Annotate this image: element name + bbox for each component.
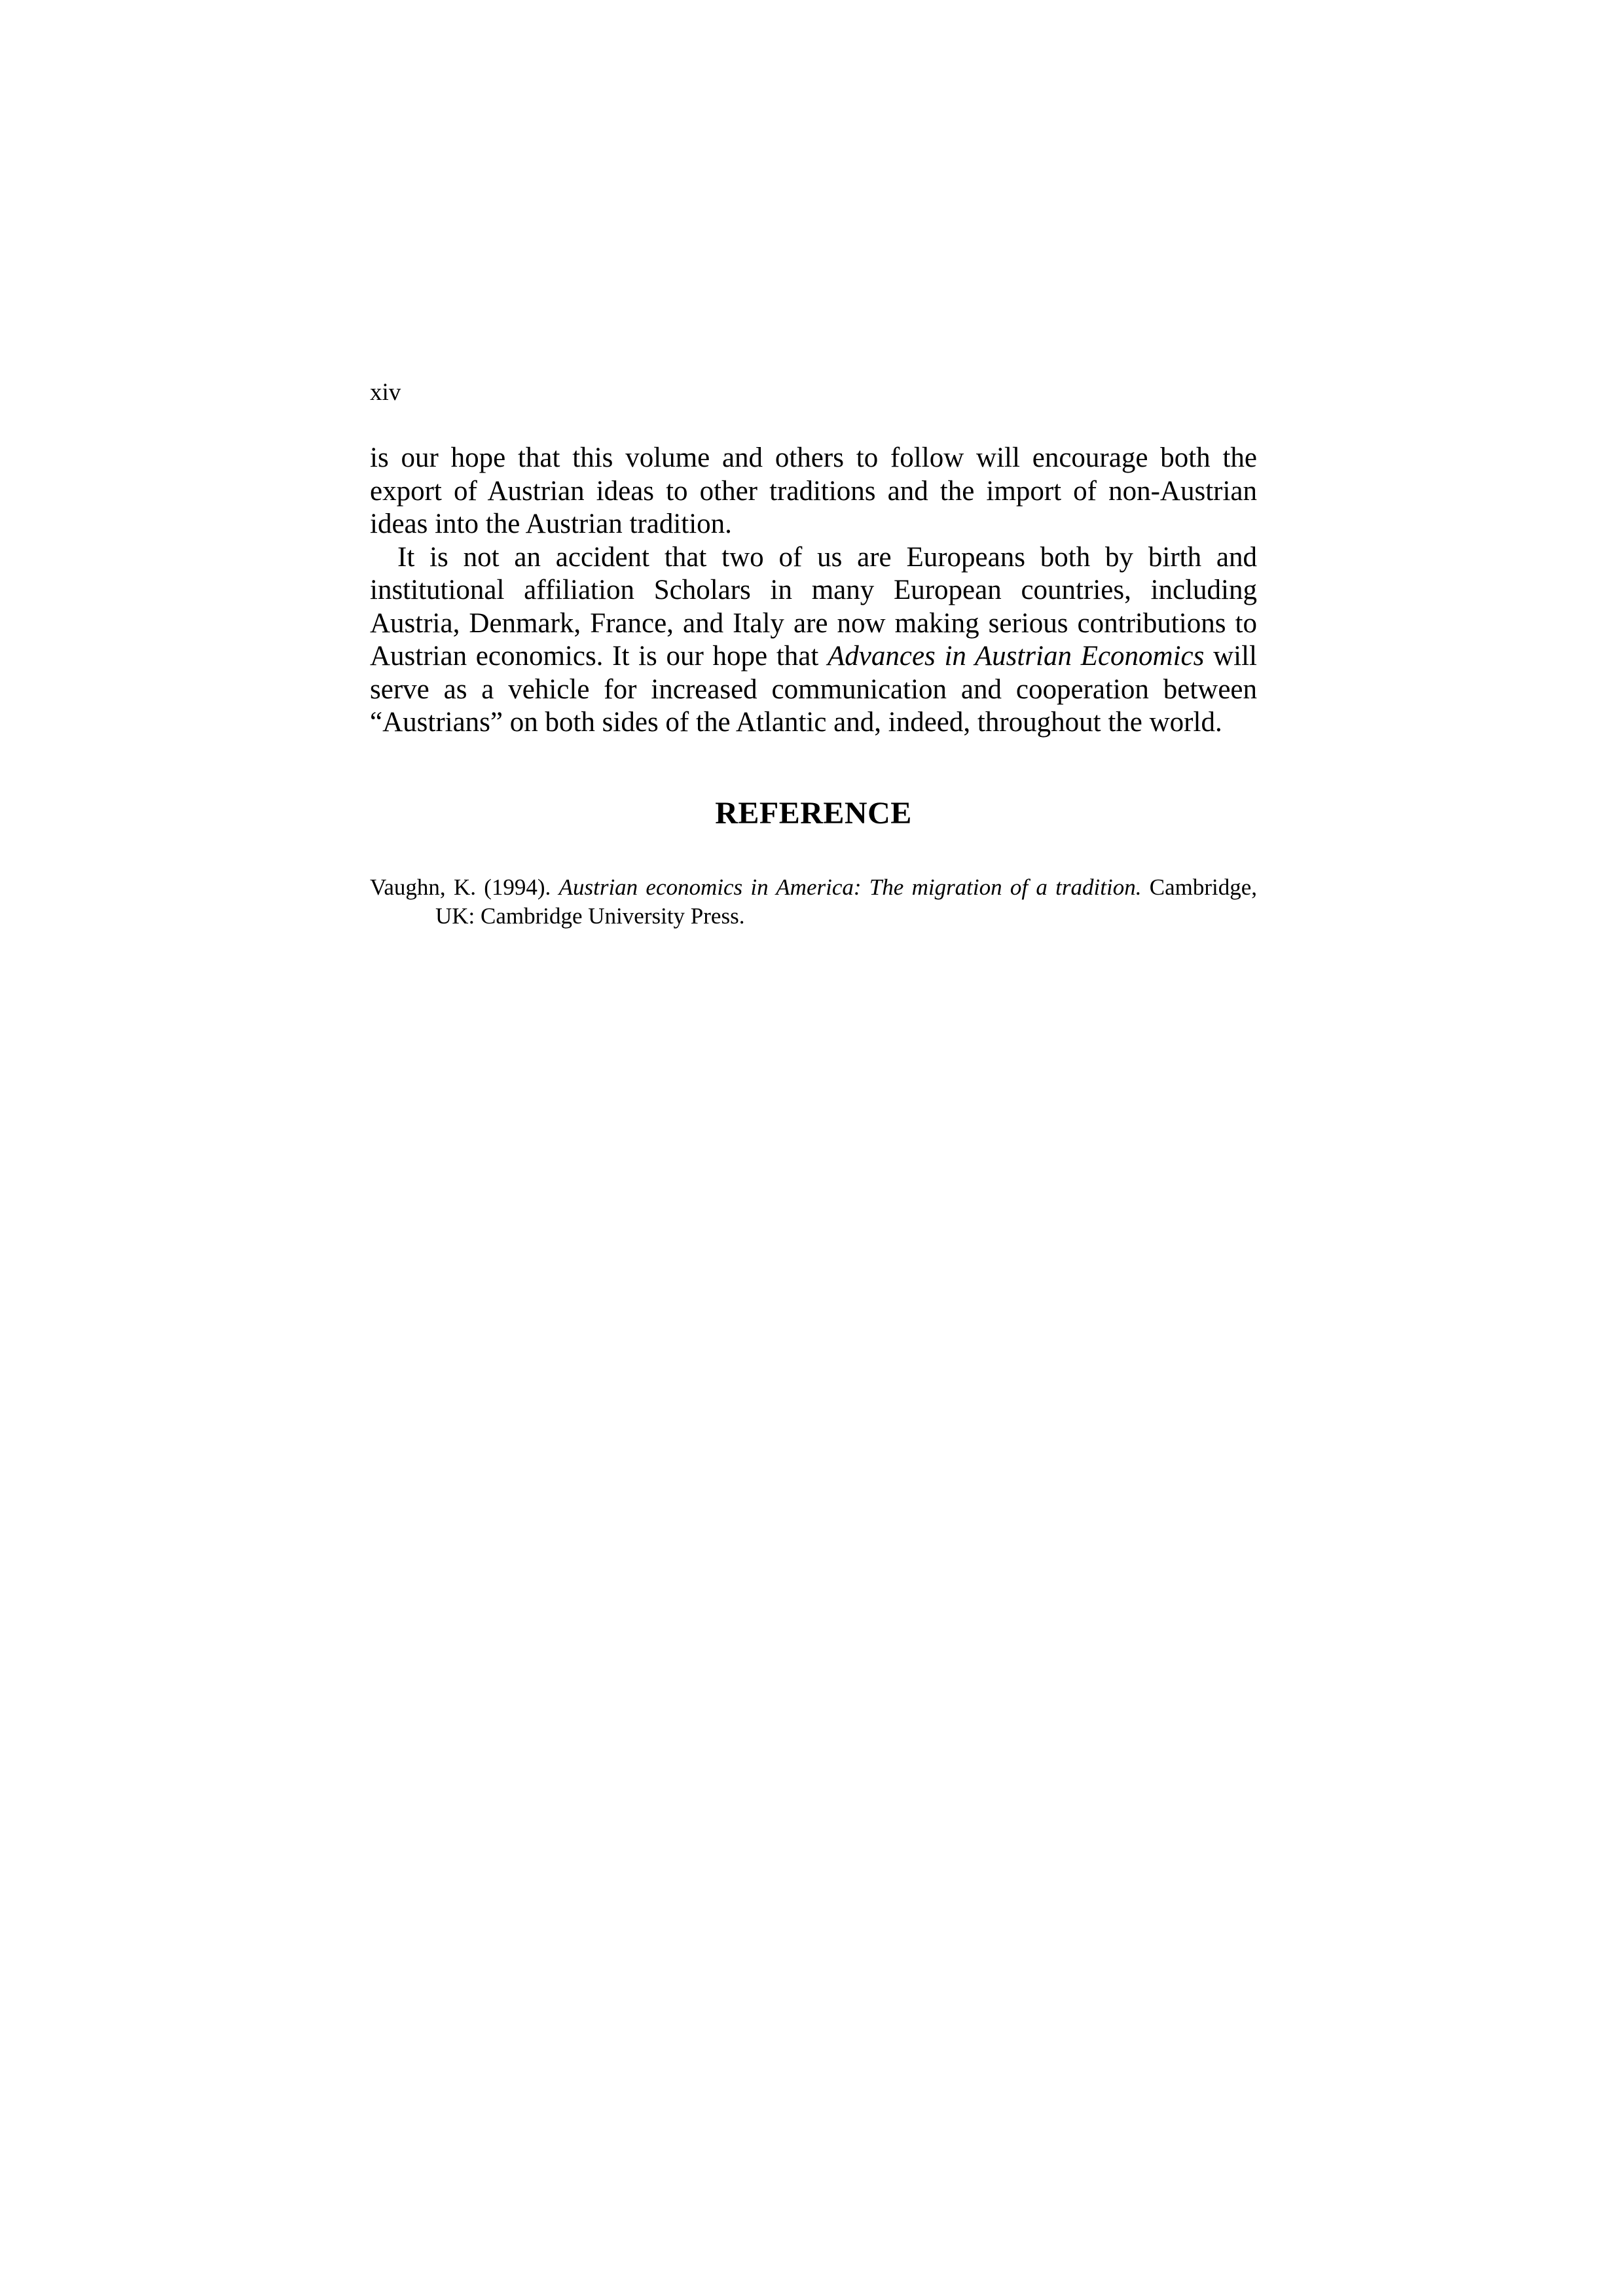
- section-heading: REFERENCE: [715, 796, 912, 831]
- paragraph-text: It is not an accident that two of us are Europeans both by birth and institutional affiliation Scholars in many European countries, including Austria, Denmark, France, and Italy are now making serious contributions to Austrian economics. It is our hope that: [370, 541, 1257, 672]
- paragraph-europeans: [370, 541, 1257, 740]
- body-text: [370, 442, 1257, 740]
- series-title: Advances in Austrian Economics: [828, 641, 1205, 672]
- paragraph-continuation: [370, 442, 1257, 541]
- reference-author-year: Vaughn, K. (1994).: [370, 874, 559, 900]
- reference-item: [370, 873, 1257, 931]
- reference-title: Austrian economics in America: The migration of a tradition.: [558, 874, 1142, 900]
- paragraph-text: will serve as a vehicle for increased communication and cooperation between “Austrians” on both sides of the Atlantic and, indeed, throughout the world.: [370, 641, 1257, 738]
- reference-publisher: Cambridge, UK: Cambridge University Press.: [435, 874, 1257, 929]
- reference-list: [370, 873, 1257, 931]
- paragraph-text: is our hope that this volume and others to follow will encourage both the export of Austrian ideas to other traditions and the import of non-Austrian ideas into the Austrian tradition.: [370, 442, 1257, 539]
- page-number: xiv: [370, 379, 401, 406]
